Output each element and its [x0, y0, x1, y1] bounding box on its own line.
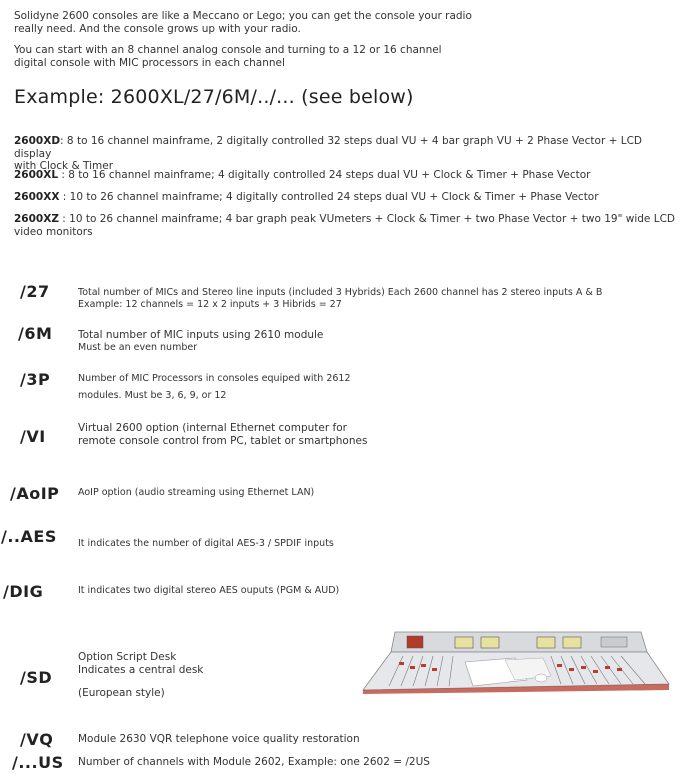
option-code-us: /...US — [12, 753, 64, 772]
model-text-cont: with Clock & Timer — [14, 160, 114, 172]
model-sep: : — [58, 213, 66, 225]
model-text: 8 to 16 channel mainframe; 4 digitally controlled 24 steps dual VU + Clock & Timer + Phase Vector — [64, 169, 591, 181]
option-desc-line: Number of channels with Module 2602, Example: one 2602 = /2US — [78, 756, 430, 768]
option-desc-line: Option Script Desk — [78, 651, 177, 663]
option-desc-line: It indicates the number of digital AES-3 / SPDIF inputs — [78, 538, 334, 549]
option-desc-vq — [78, 733, 678, 746]
option-code-3p: /3P — [20, 370, 51, 389]
option-desc-line: AoIP option (audio streaming using Ethernet LAN) — [78, 487, 315, 498]
option-desc-line: modules. Must be 3, 6, 9, or 12 — [78, 390, 227, 401]
option-desc-line: Module 2630 VQR telephone voice quality restoration — [78, 733, 360, 745]
option-desc-sd — [78, 651, 378, 700]
model-2600xx — [14, 191, 679, 204]
option-desc-aes — [78, 538, 678, 550]
model-2600xz — [14, 213, 679, 238]
intro-paragraph-2 — [14, 44, 674, 70]
model-sep: : — [59, 191, 67, 203]
option-desc-aoip — [78, 487, 678, 499]
model-text-cont: video monitors — [14, 225, 93, 238]
option-desc-27 — [78, 287, 678, 311]
meter-left-1 — [407, 636, 423, 648]
option-desc-line: Number of MIC Processors in consoles equiped with 2612 — [78, 373, 351, 384]
option-desc-line: (European style) — [78, 687, 165, 699]
option-desc-us — [78, 756, 678, 769]
option-desc-dig — [78, 585, 678, 597]
option-desc-line: Total number of MICs and Stereo line inputs (included 3 Hybrids) Each 2600 channel has 2 stereo inputs A & B — [78, 287, 603, 298]
option-desc-3p — [78, 373, 678, 402]
intro-line-4: digital console with MIC processors in each channel — [14, 57, 285, 69]
option-code-sd: /SD — [20, 668, 53, 687]
option-desc-line: Total number of MIC inputs using 2610 module — [78, 329, 324, 341]
option-desc-vi — [78, 422, 678, 447]
intro-line-1: Solidyne 2600 consoles are like a Meccano or Lego; you can get the console your radio — [14, 10, 472, 22]
model-text: 8 to 16 channel mainframe, 2 digitally controlled 32 steps dual VU + 4 bar graph VU + 2 Phase Vector + LCD display — [14, 135, 643, 160]
model-2600xl — [14, 169, 679, 182]
model-sep: : — [58, 169, 65, 181]
console-illustration — [355, 628, 675, 694]
example-heading: Example: 2600XL/27/6M/../... (see below) — [14, 86, 414, 108]
mouse-icon — [535, 674, 547, 682]
model-code: 2600XD — [14, 135, 61, 147]
option-code-vq: /VQ — [20, 730, 54, 749]
intro-paragraph-1 — [14, 10, 674, 36]
intro-line-3: You can start with an 8 channel analog console and turning to a 12 or 16 channel — [14, 44, 442, 56]
option-desc-line: Virtual 2600 option (internal Ethernet computer for — [78, 422, 347, 434]
option-code-27: /27 — [20, 282, 50, 301]
model-text: 10 to 26 channel mainframe; 4 digitally controlled 24 steps dual VU + Clock & Timer + Phase Vector — [66, 191, 599, 203]
option-desc-6m — [78, 329, 678, 354]
model-code: 2600XL — [14, 169, 59, 181]
option-code-6m: /6M — [18, 324, 53, 343]
meter-2 — [481, 637, 499, 648]
option-code-aes: /..AES — [1, 527, 57, 546]
option-desc-line: It indicates two digital stereo AES ouputs (PGM & AUD) — [78, 585, 340, 596]
option-desc-line: Must be an even number — [78, 341, 198, 353]
option-desc-line: remote console control from PC, tablet or smartphones — [78, 434, 368, 447]
model-2600xd — [14, 135, 679, 173]
meter-1 — [455, 637, 473, 648]
model-code: 2600XZ — [14, 213, 59, 225]
option-desc-line: Indicates a central desk — [78, 663, 204, 676]
option-code-dig: /DIG — [3, 582, 44, 601]
option-desc-line: Example: 12 channels = 12 x 2 inputs + 3 Hibrids = 27 — [78, 299, 342, 310]
display-right — [601, 637, 627, 647]
model-sep: : — [60, 135, 64, 147]
option-code-aoip: /AoIP — [10, 484, 60, 503]
model-text: 10 to 26 channel mainframe; 4 bar graph peak VUmeters + Clock & Timer + two Phase Vector + two 19" wide LCD — [65, 213, 675, 225]
intro-line-2: really need. And the console grows up with your radio. — [14, 23, 301, 35]
model-code: 2600XX — [14, 191, 60, 203]
meter-3 — [537, 637, 555, 648]
option-code-vi: /VI — [20, 427, 46, 446]
meter-4 — [563, 637, 581, 648]
